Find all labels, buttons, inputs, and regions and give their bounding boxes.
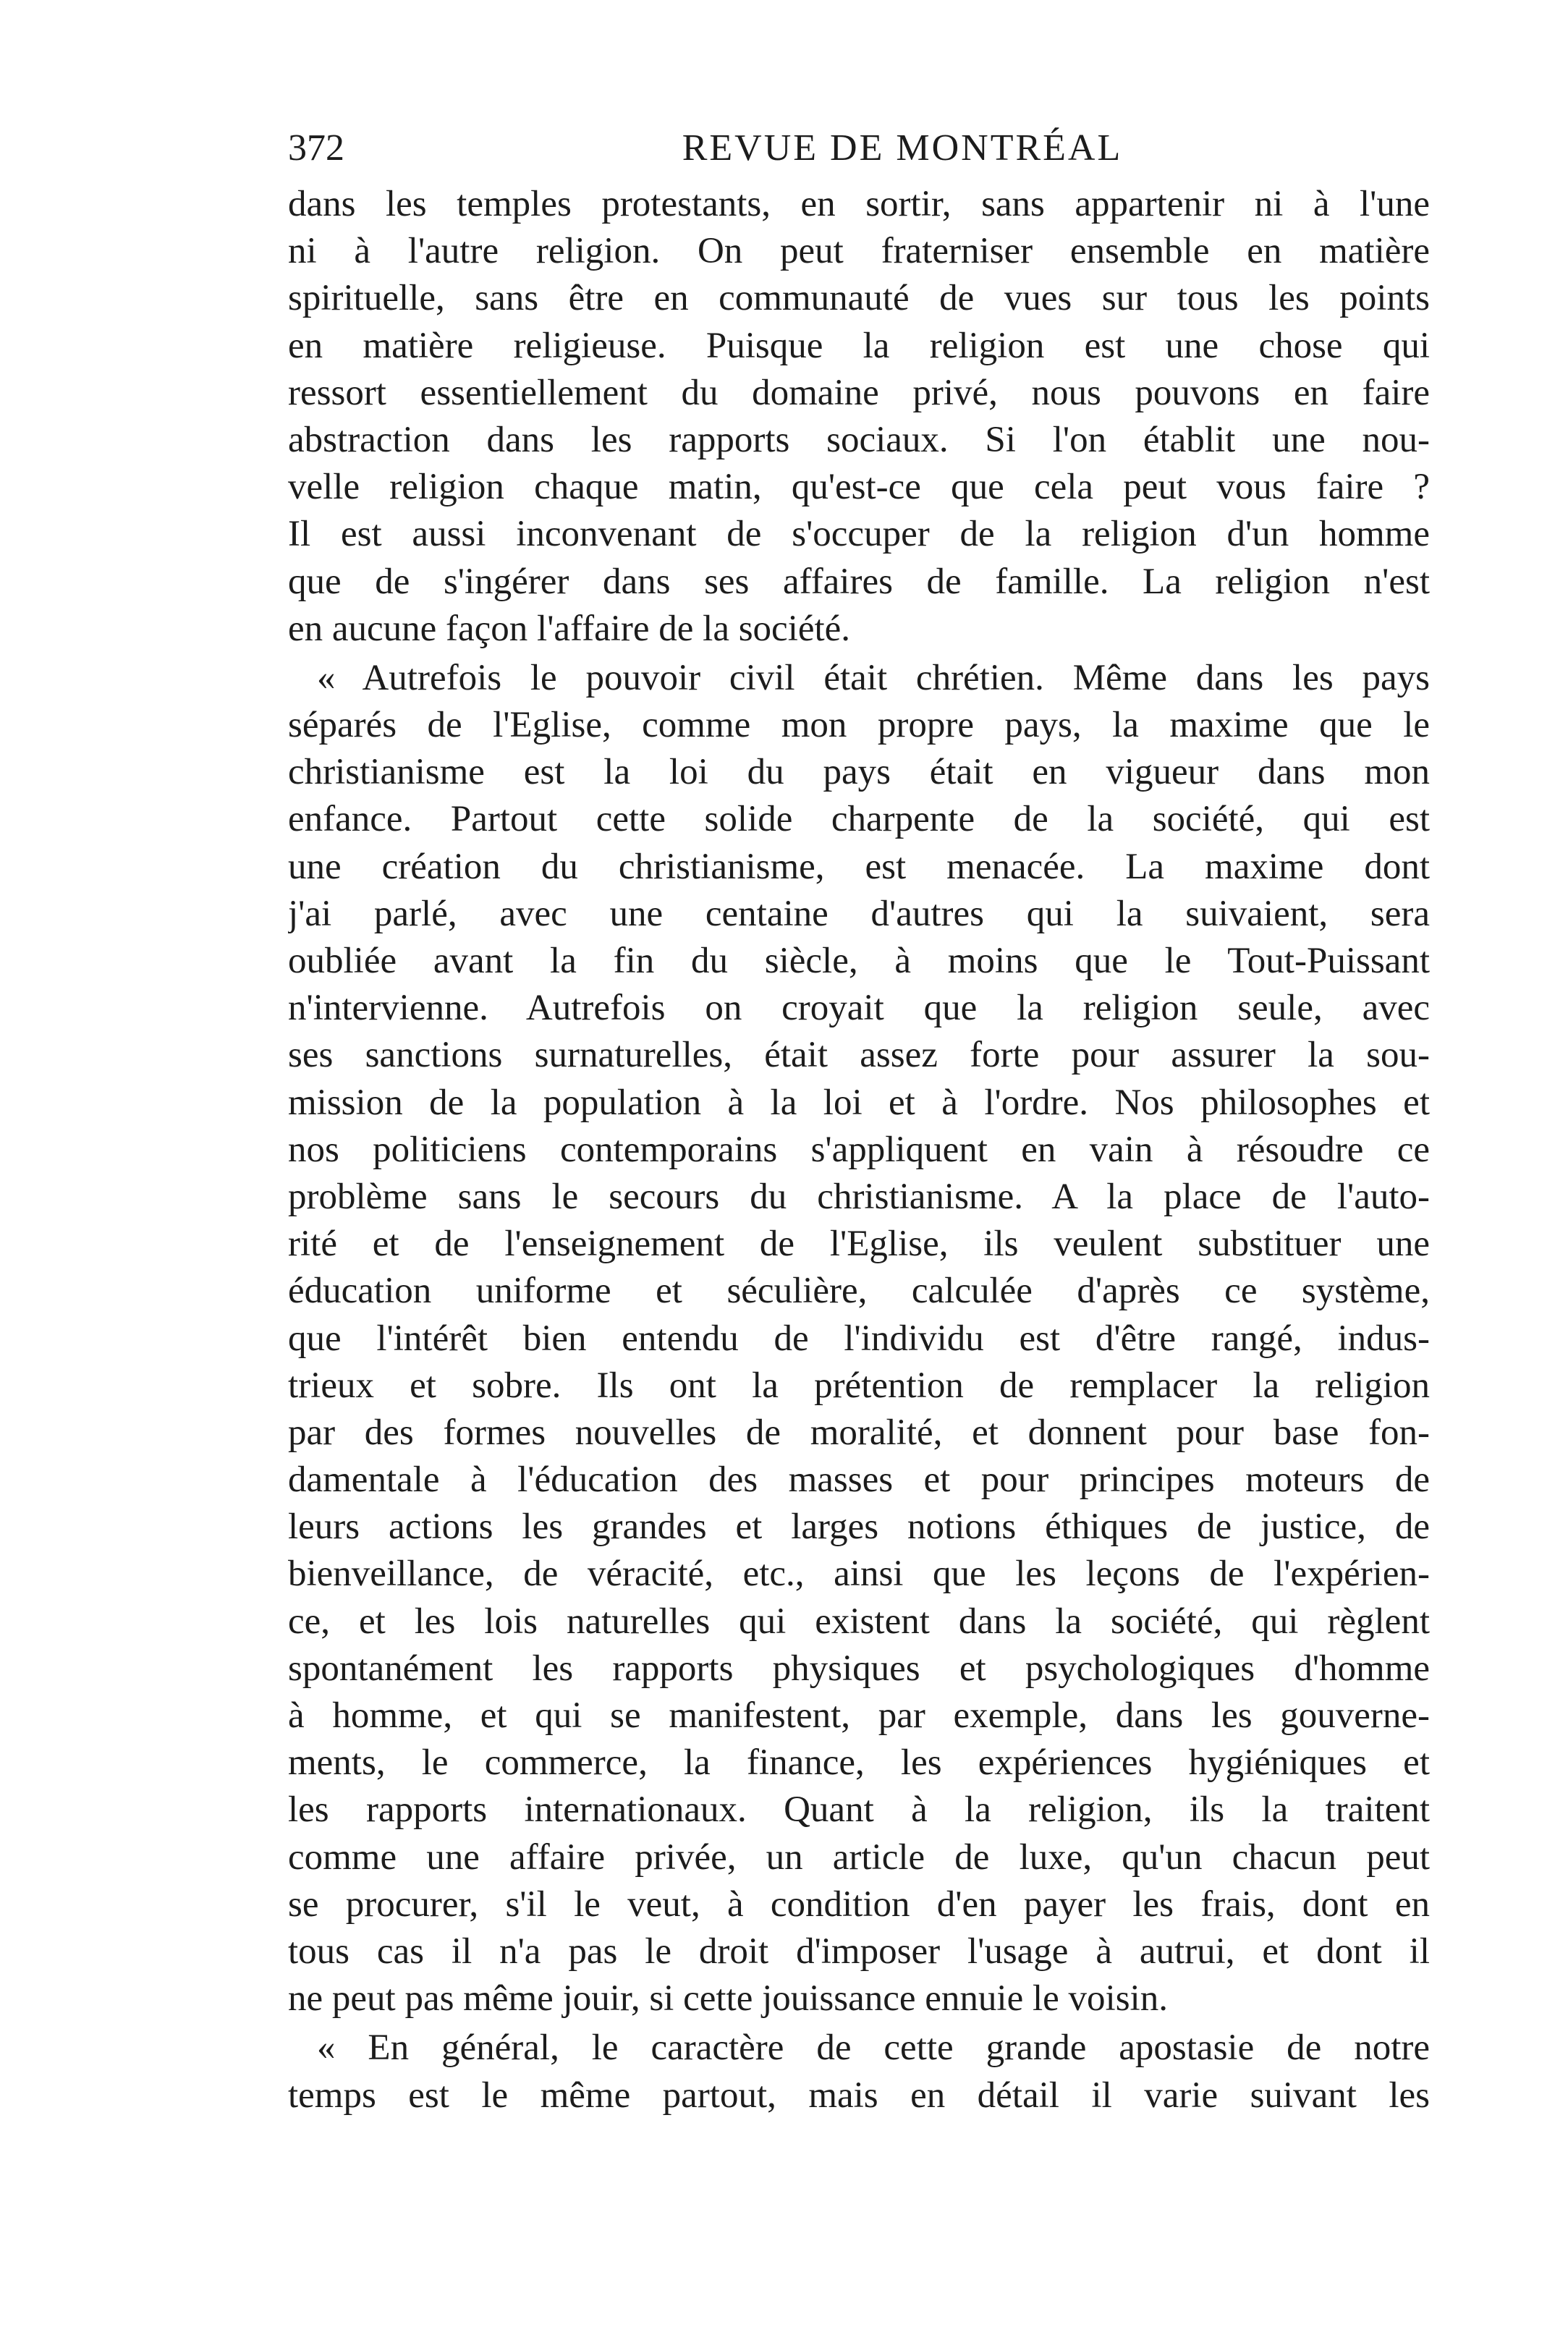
text-line: les rapports internationaux. Quant à la religion, ils la traitent xyxy=(288,1789,1430,1831)
text-line: christianisme est la loi du pays était en vigueur dans mon xyxy=(288,752,1430,793)
text-line: se procurer, s'il le veut, à condition d'en payer les frais, dont en xyxy=(288,1883,1430,1925)
text-line: problème sans le secours du christianisme. A la place de l'auto- xyxy=(288,1176,1430,1217)
text-line: trieux et sobre. Ils ont la prétention de remplacer la religion xyxy=(288,1365,1430,1406)
text-line: ses sanctions surnaturelles, était assez forte pour assurer la sou- xyxy=(288,1035,1430,1076)
text-line: une création du christianisme, est menacée. La maxime dont xyxy=(288,846,1430,887)
text-line: en matière religieuse. Puisque la religion est une chose qui xyxy=(288,325,1430,366)
text-line: ressort essentiellement du domaine privé, nous pouvons en faire xyxy=(288,372,1430,413)
text-line: spirituelle, sans être en communauté de vues sur tous les points xyxy=(288,278,1430,319)
text-line: que l'intérêt bien entendu de l'individu est d'être rangé, indus- xyxy=(288,1318,1430,1359)
text-line: par des formes nouvelles de moralité, et donnent pour base fon- xyxy=(288,1412,1430,1453)
paragraph-1 xyxy=(288,181,1430,653)
text-line: « En général, le caractère de cette grande apostasie de notre xyxy=(317,2027,1430,2069)
text-line: que de s'ingérer dans ses affaires de famille. La religion n'est xyxy=(288,561,1430,602)
text-line: ments, le commerce, la finance, les expériences hygiéniques et xyxy=(288,1742,1430,1784)
text-line: leurs actions les grandes et larges notions éthiques de justice, de xyxy=(288,1506,1430,1548)
text-line: « Autrefois le pouvoir civil était chrétien. Même dans les pays xyxy=(317,657,1430,698)
text-line: ni à l'autre religion. On peut fraterniser ensemble en matière xyxy=(288,231,1430,272)
text-line: séparés de l'Eglise, comme mon propre pays, la maxime que le xyxy=(288,705,1430,746)
text-line: ce, et les lois naturelles qui existent dans la société, qui règlent xyxy=(288,1601,1430,1642)
text-line: bienveillance, de véracité, etc., ainsi que les leçons de l'expérien- xyxy=(288,1554,1430,1595)
text-line: à homme, et qui se manifestent, par exemple, dans les gouverne- xyxy=(288,1695,1430,1736)
text-line: en aucune façon l'affaire de la société. xyxy=(288,608,851,649)
running-head xyxy=(288,116,1430,181)
text-line: damentale à l'éducation des masses et pour principes moteurs de xyxy=(288,1459,1430,1501)
book-page xyxy=(288,116,1430,2119)
text-line: velle religion chaque matin, qu'est-ce que cela peut vous faire ? xyxy=(288,467,1430,508)
text-line: n'intervienne. Autrefois on croyait que la religion seule, avec xyxy=(288,988,1430,1029)
running-title: REVUE DE MONTRÉAL xyxy=(682,127,1123,169)
text-line: abstraction dans les rapports sociaux. Si l'on établit une nou- xyxy=(288,419,1430,460)
paragraph-2 xyxy=(288,655,1430,2022)
text-line: spontanément les rapports physiques et psychologiques d'homme xyxy=(288,1648,1430,1689)
text-line: enfance. Partout cette solide charpente de la société, qui est xyxy=(288,799,1430,840)
text-line: mission de la population à la loi et à l'ordre. Nos philosophes et xyxy=(288,1082,1430,1123)
paragraph-3 xyxy=(288,2025,1430,2119)
text-line: dans les temples protestants, en sortir, sans appartenir ni à l'une xyxy=(288,184,1430,224)
text-line: Il est aussi inconvenant de s'occuper de la religion d'un homme xyxy=(288,514,1430,555)
text-line: j'ai parlé, avec une centaine d'autres qui la suivaient, sera xyxy=(288,893,1430,934)
text-line: temps est le même partout, mais en détail il varie suivant les xyxy=(288,2075,1430,2116)
text-line: comme une affaire privée, un article de luxe, qu'un chacun peut xyxy=(288,1836,1430,1878)
text-line: oubliée avant la fin du siècle, à moins que le Tout-Puissant xyxy=(288,941,1430,981)
body-text xyxy=(288,181,1430,2119)
page-number: 372 xyxy=(288,127,344,169)
text-line: éducation uniforme et séculière, calculée d'après ce système, xyxy=(288,1271,1430,1312)
text-line: nos politiciens contemporains s'appliquent en vain à résoudre ce xyxy=(288,1129,1430,1170)
text-line: tous cas il n'a pas le droit d'imposer l'usage à autrui, et dont il xyxy=(288,1931,1430,1972)
text-line: rité et de l'enseignement de l'Eglise, ils veulent substituer une xyxy=(288,1224,1430,1265)
text-line: ne peut pas même jouir, si cette jouissance ennuie le voisin. xyxy=(288,1978,1168,2020)
